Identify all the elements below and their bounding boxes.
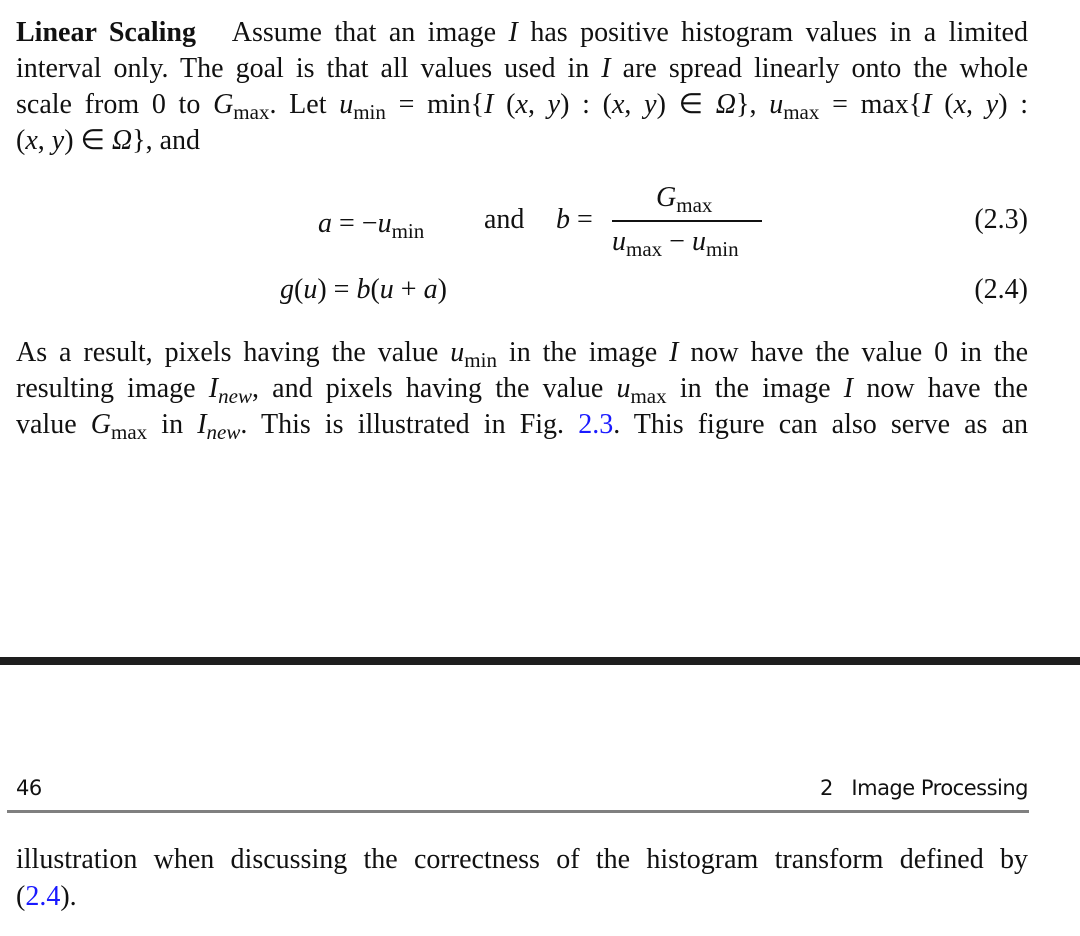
equation-number: (2.4)	[974, 274, 1028, 305]
text: illustration when discussing the correctness of the histogram transform defined by	[16, 844, 1028, 875]
math-symbol: I	[669, 337, 679, 368]
text-line	[16, 123, 1028, 159]
text: ).	[60, 881, 77, 912]
bold-text: Linear Scaling	[16, 17, 196, 48]
text: . This is illustrated in Fig.	[240, 409, 579, 440]
math-symbol: I	[484, 89, 494, 120]
math-symbol: I	[843, 373, 854, 404]
text: = max{	[819, 89, 923, 120]
text: (	[493, 89, 516, 120]
fraction-denominator	[612, 224, 739, 261]
cross-reference-link[interactable]: 2.4	[25, 881, 61, 912]
math-symbol: u	[379, 274, 394, 305]
math-symbol: G	[90, 409, 111, 440]
math-symbol: u	[450, 337, 465, 368]
fraction-bar	[612, 220, 762, 222]
math-symbol: y	[985, 89, 999, 120]
text: ,	[966, 89, 986, 120]
math-symbol: I	[208, 373, 219, 404]
text: ) =	[317, 274, 357, 305]
math-symbol: y	[51, 125, 65, 156]
math-symbol: I	[197, 409, 207, 440]
text: now have the value 0 in the	[678, 337, 1028, 368]
text: resulting image	[16, 373, 209, 404]
text-line	[16, 51, 1028, 87]
running-header-chapter: 2 Image Processing	[820, 776, 1028, 800]
text: . Let	[269, 89, 340, 120]
page-break-divider	[0, 657, 1080, 665]
text: )	[437, 274, 447, 305]
math-symbol: y	[547, 89, 561, 120]
math-symbol: x	[953, 89, 967, 120]
math-symbol: a	[318, 208, 332, 239]
text: ,	[624, 89, 645, 120]
text: = min{	[385, 89, 485, 120]
math-symbol: u	[691, 226, 706, 257]
text: (	[16, 881, 26, 912]
page-number: 46	[16, 776, 42, 800]
math-symbol: x	[515, 89, 528, 120]
text: = −	[332, 208, 378, 239]
text: ,	[37, 125, 52, 156]
math-symbol: G	[656, 182, 677, 213]
text: (	[294, 274, 304, 305]
text: ) ∈	[656, 89, 716, 120]
subscript: max	[783, 100, 820, 124]
math-symbol: Ω	[715, 89, 737, 120]
math-symbol: I	[508, 17, 518, 48]
text: are spread linearly onto the whole	[610, 53, 1028, 84]
subscript: new	[218, 384, 252, 408]
subscript: max	[111, 420, 148, 444]
subscript: new	[206, 420, 241, 444]
subscript: max	[676, 193, 713, 217]
text: . This figure can also serve as an	[613, 409, 1028, 440]
text-line	[16, 371, 1028, 408]
text-line	[16, 842, 1028, 878]
equation-b	[556, 202, 593, 238]
text: },	[736, 89, 770, 120]
text-line	[16, 407, 1028, 444]
text: has positive histogram values in a limited	[517, 17, 1028, 48]
text: value	[16, 409, 91, 440]
subscript: max	[626, 237, 663, 261]
text: ) : (	[560, 89, 612, 120]
math-symbol: u	[769, 89, 784, 120]
equation-and: and	[484, 204, 525, 235]
math-symbol: u	[339, 89, 354, 120]
text: Assume that an image	[195, 17, 509, 48]
text: ,	[527, 89, 548, 120]
equation-a	[318, 206, 424, 243]
math-symbol: G	[213, 89, 234, 120]
text: (	[16, 125, 26, 156]
text: in	[147, 409, 198, 440]
subscript: min	[391, 219, 425, 243]
text: (	[931, 89, 954, 120]
fraction-numerator	[656, 180, 712, 217]
math-symbol: u	[612, 226, 626, 257]
text: As a result, pixels having the value	[16, 337, 451, 368]
text-line	[16, 15, 1028, 51]
equation-number: (2.3)	[974, 204, 1028, 235]
math-symbol: x	[611, 89, 625, 120]
subscript: max	[233, 100, 270, 124]
subscript: min	[353, 100, 386, 124]
subscript: min	[705, 237, 739, 261]
math-symbol: x	[25, 125, 38, 156]
math-symbol: y	[644, 89, 657, 120]
text: ) ∈	[64, 125, 112, 156]
math-symbol: b	[556, 204, 570, 235]
math-symbol: Ω	[111, 125, 133, 156]
text: =	[570, 204, 593, 235]
text: interval only. The goal is that all values used in	[16, 53, 602, 84]
math-symbol: g	[280, 274, 294, 305]
text: , and pixels having the value	[251, 373, 617, 404]
text-line	[16, 335, 1028, 372]
math-symbol: u	[616, 373, 631, 404]
text: in the image	[496, 337, 670, 368]
math-symbol: u	[303, 274, 318, 305]
math-symbol: a	[423, 274, 438, 305]
math-symbol: u	[377, 208, 392, 239]
text: ) :	[998, 89, 1029, 120]
text-line	[16, 879, 1028, 915]
text: in the image	[666, 373, 844, 404]
text: −	[662, 226, 692, 257]
header-rule	[7, 810, 1029, 813]
text: now have the	[853, 373, 1028, 404]
text: +	[393, 274, 424, 305]
text: (	[370, 274, 380, 305]
subscript: min	[464, 348, 497, 372]
subscript: max	[630, 384, 667, 408]
math-symbol: I	[922, 89, 932, 120]
cross-reference-link[interactable]: 2.3	[578, 409, 614, 440]
text: scale from 0 to	[16, 89, 214, 120]
math-symbol: I	[601, 53, 611, 84]
math-symbol: b	[356, 274, 371, 305]
text-line	[16, 87, 1028, 124]
equation-g	[280, 272, 447, 308]
text: }, and	[132, 125, 201, 156]
